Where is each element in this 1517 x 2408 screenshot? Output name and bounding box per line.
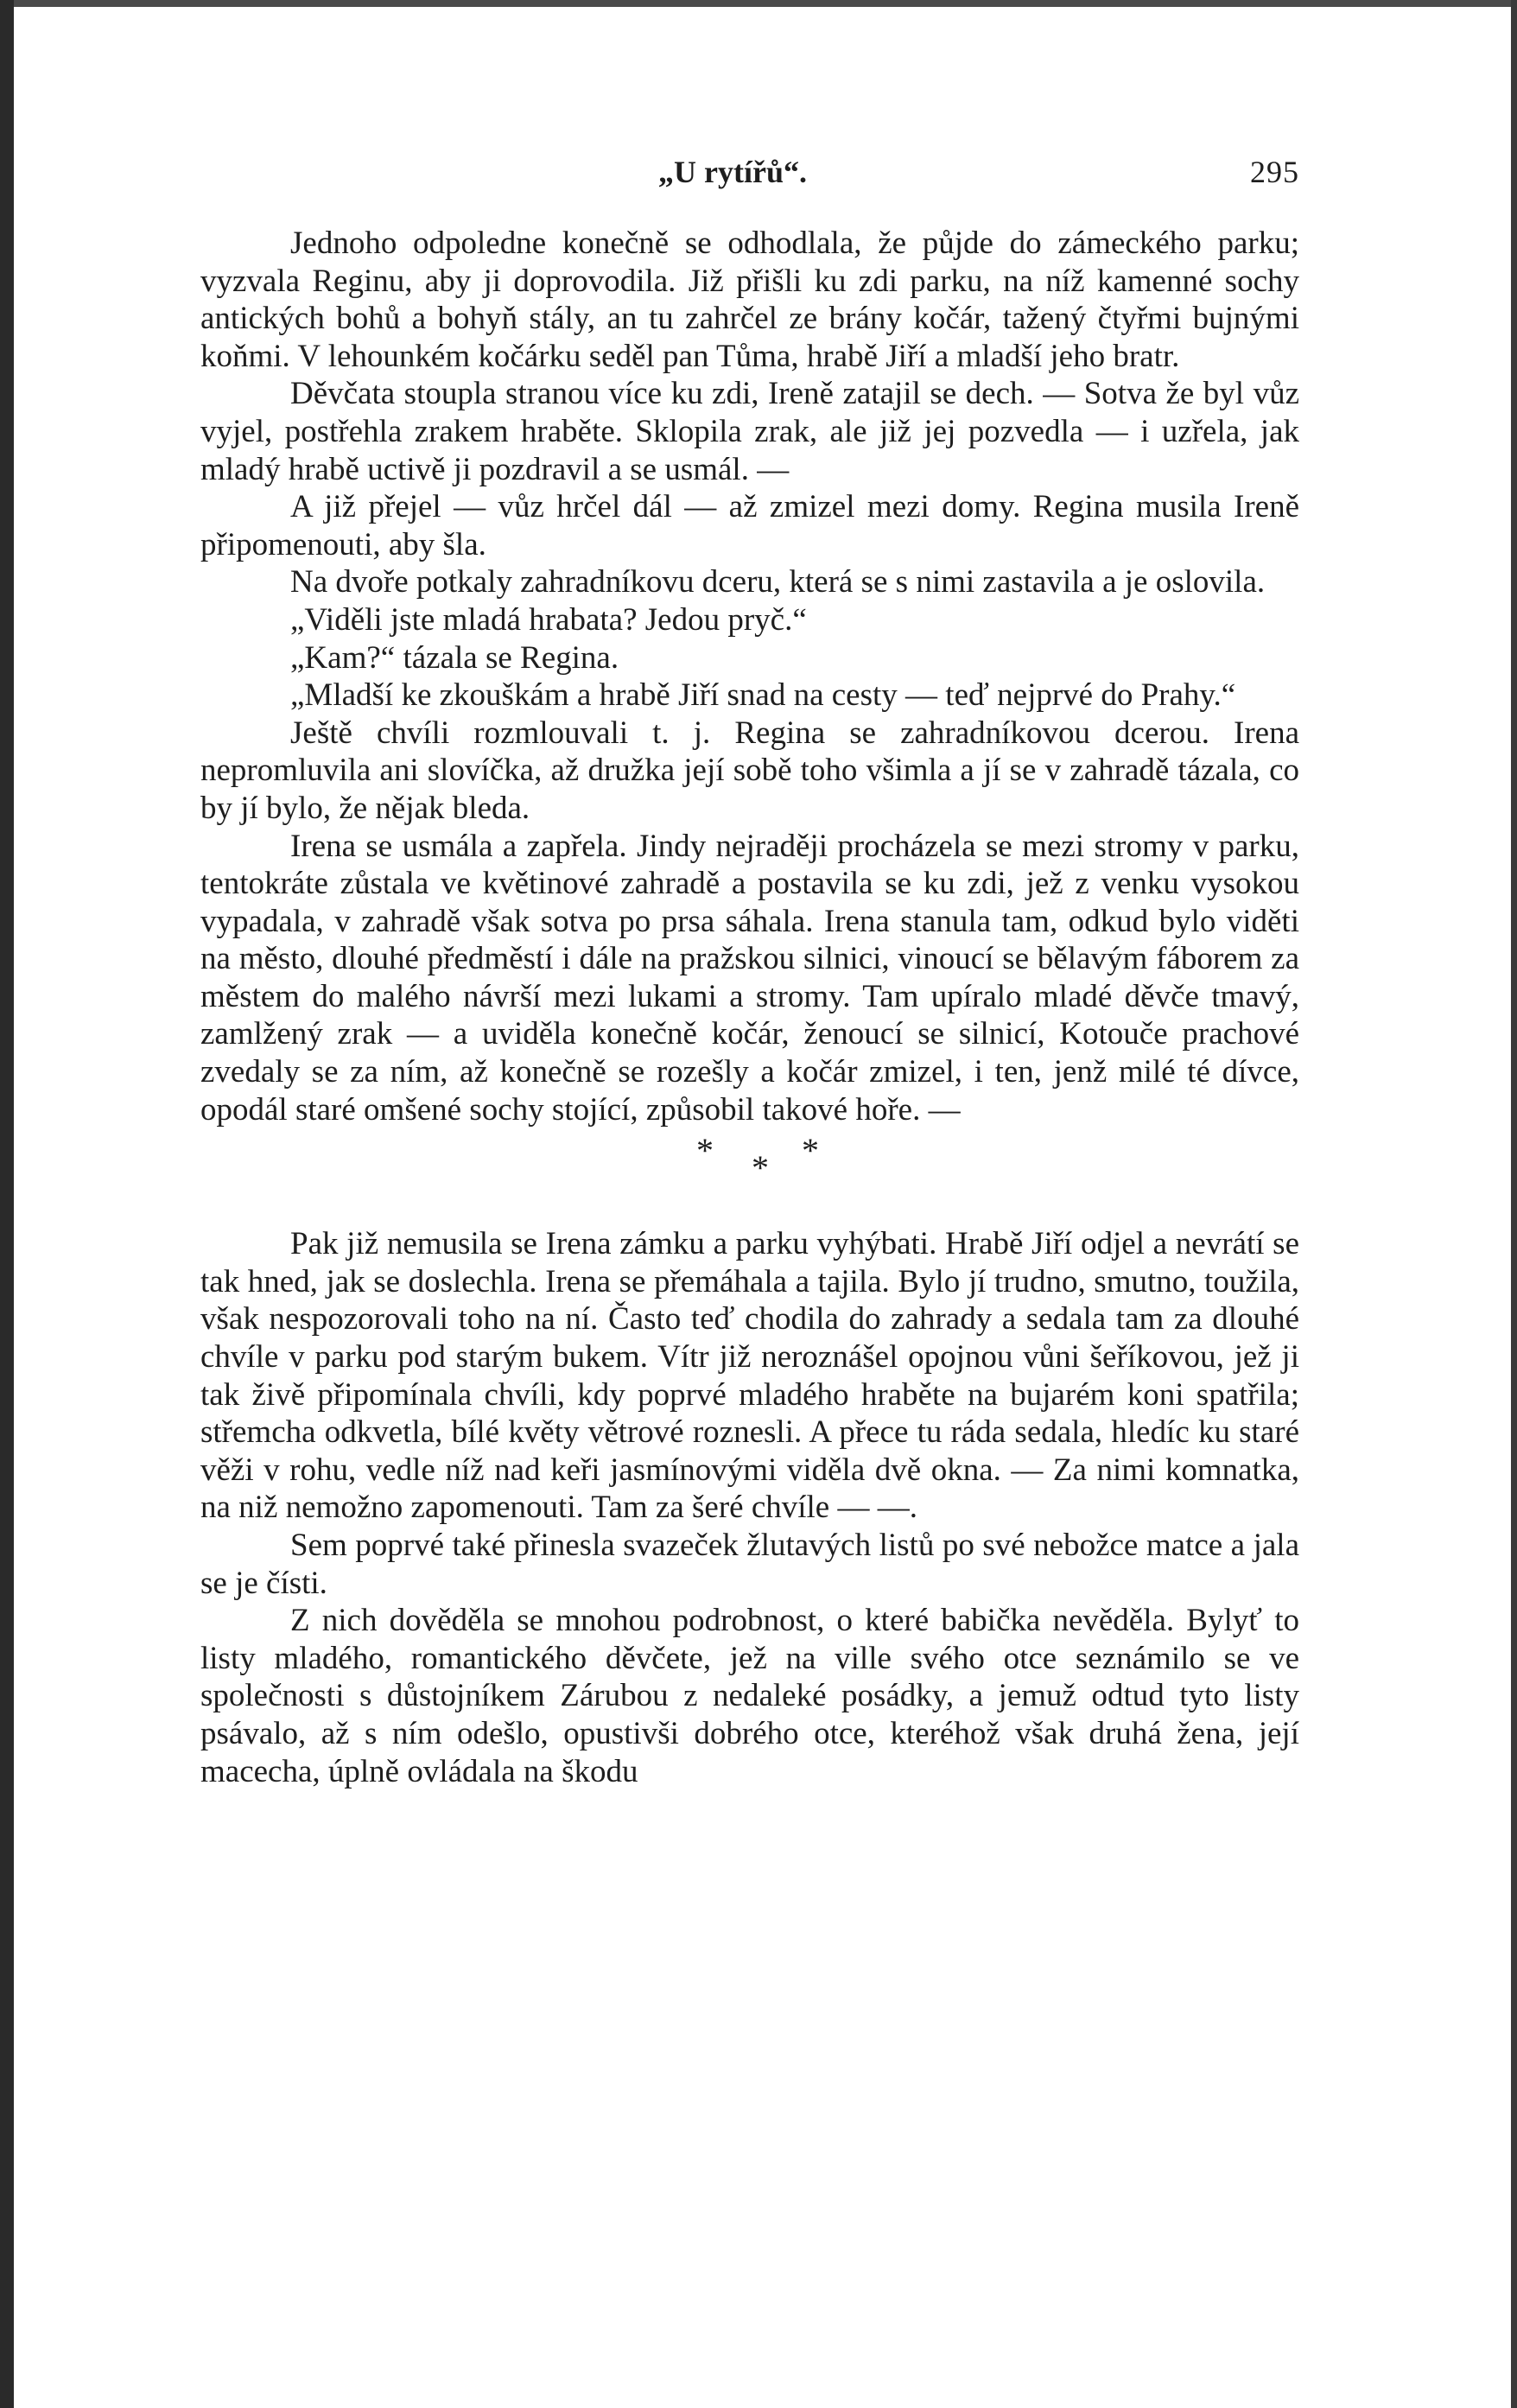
book-page	[200, 154, 1299, 1790]
body-text	[200, 225, 1299, 1790]
dialogue-line: „Kam?“ tázala se Regina.	[290, 639, 619, 676]
scan-edge-top	[0, 0, 1517, 7]
paragraph: A již přejel — vůz hrčel dál — až zmizel mezi domy. Regina musila Ireně připomenouti, aby šla.	[200, 489, 1299, 562]
running-title: „U rytířů“.	[658, 155, 807, 189]
section-break-asterisks	[200, 1128, 1299, 1225]
asterisk: *	[802, 1131, 819, 1171]
asterisk: *	[696, 1131, 714, 1171]
scan-edge-right	[1511, 0, 1517, 2408]
paragraph: Pak již nemusila se Irena zámku a parku vyhýbati. Hrabě Jiří odjel a nevrátí se tak hned, jak se doslechla. Irena se přemáhala a tajila. Bylo jí trudno, smutno, toužila, však nespozorovali toho na ní. Často teď chodila do zahrady a sedala tam za dlouhé chvíle v parku pod starým bukem. Vítr již neroznášel opojnou vůni šeříkovou, jež ji tak živě připomínala chvíli, kdy poprvé mladého hraběte na bujarém koni spatřila; střemcha odkvetla, bílé květy větrové roznesli. A přece tu ráda sedala, hledíc ku staré věži v rohu, vedle níž nad keři jasmínovými viděla dvě okna. — Za nimi komnatka, na niž nemožno zapomenouti. Tam za šeré chvíle — —.	[200, 1226, 1299, 1526]
dialogue-line: „Mladší ke zkouškám a hrabě Jiří snad na cesty — teď nejprvé do Prahy.“	[290, 677, 1236, 714]
paragraph: Jednoho odpoledne konečně se odhodlala, že půjde do zámeckého parku; vyzvala Reginu, aby ji doprovodila. Již přišli ku zdi parku, na níž kamenné sochy antických bohů a bohyň stály, an tu zahrčel ze brány kočár, tažený čtyřmi bujnými koňmi. V lehounkém kočárku seděl pan Tůma, hrabě Jiří a mladší jeho bratr.	[200, 226, 1299, 374]
page-number: 295	[1250, 155, 1299, 189]
paragraph: Děvčata stoupla stranou více ku zdi, Ireně zatajil se dech. — Sotva že byl vůz vyjel, postřehla zrakem hraběte. Sklopila zrak, ale již jej pozvedla — i uzřela, jak mladý hrabě uctivě ji pozdravil a se usmál. —	[200, 376, 1299, 487]
asterisk: *	[752, 1148, 769, 1188]
paragraph: Na dvoře potkaly zahradníkovu dceru, která se s nimi zastavila a je oslovila.	[290, 564, 1266, 600]
paragraph: Ještě chvíli rozmlouvali t. j. Regina se zahradníkovou dcerou. Irena nepromluvila ani slovíčka, až družka její sobě toho všimla a jí se v zahradě tázala, co by jí bylo, že nějak bleda.	[200, 715, 1299, 826]
paragraph: Z nich dověděla se mnohou podrobnost, o které babička nevěděla. Bylyť to listy mladého, romantického děvčete, jež na ville svého otce seznámilo se ve společnosti s důstojníkem Zárubou z nedaleké posádky, a jemuž odtud tyto listy psávalo, až s ním odešlo, opustivši dobrého otce, kteréhož však druhá žena, její macecha, úplně ovládala na škodu	[200, 1603, 1299, 1789]
running-head	[200, 154, 1299, 200]
paragraph: Sem poprvé také přinesla svazeček žlutavých listů po své nebožce matce a jala se je čísti.	[200, 1528, 1299, 1601]
scan-edge-left	[0, 0, 14, 2408]
paragraph: Irena se usmála a zapřela. Jindy nejraději procházela se mezi stromy v parku, tentokráte zůstala ve květinové zahradě a postavila se ku zdi, jež z venku vysokou vypadala, v zahradě však sotva po prsa sáhala. Irena stanula tam, odkud bylo viděti na město, dlouhé předměstí i dále na pražskou silnici, vinoucí se bělavým fáborem za městem do malého návrší mezi lukami a stromy. Tam upíralo mladé děvče tmavý, zamlžený zrak — a uviděla konečně kočár, ženoucí se silnicí, Kotouče prachové zvedaly se za ním, až konečně se rozešly a kočár zmizel, i ten, jenž milé té dívce, opodál staré omšené sochy stojící, způsobil takové hoře. —	[200, 828, 1299, 1128]
dialogue-line: „Viděli jste mladá hrabata? Jedou pryč.“	[290, 601, 807, 638]
